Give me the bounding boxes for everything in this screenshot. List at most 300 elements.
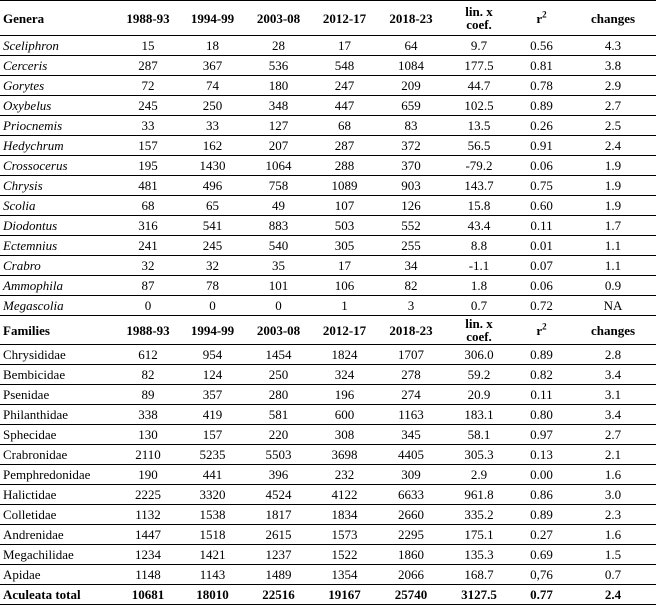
table-row — [0, 216, 656, 236]
total-row — [0, 585, 656, 605]
period-value-cell: 954 — [180, 345, 245, 365]
period-value-cell: 1834 — [312, 505, 377, 525]
r2-header-sup: 2 — [542, 321, 547, 332]
lin-coef-cell: -1.1 — [445, 256, 513, 276]
r2-header — [513, 316, 570, 345]
period-value-cell: 74 — [180, 76, 245, 96]
period-value-cell: 127 — [245, 116, 312, 136]
period-value-cell: 1518 — [180, 525, 245, 545]
genera-header-row — [0, 1, 656, 36]
period-value-cell: 316 — [116, 216, 180, 236]
family-name-cell: Apidae — [0, 565, 116, 585]
period-value-cell: 255 — [377, 236, 445, 256]
period-value-cell: 348 — [245, 96, 312, 116]
period-value-cell: 280 — [245, 385, 312, 405]
period-value-cell: 6633 — [377, 485, 445, 505]
total-body — [0, 585, 656, 605]
lin-coef-cell: 59.2 — [445, 365, 513, 385]
lin-coef-cell: 0.7 — [445, 296, 513, 316]
period-value-cell: 15 — [116, 36, 180, 56]
family-name-cell: Colletidae — [0, 505, 116, 525]
r2-header-sup: 2 — [542, 9, 547, 20]
lin-coef-cell: -79.2 — [445, 156, 513, 176]
period-value-cell: 209 — [377, 76, 445, 96]
lin-coef-cell: 20.9 — [445, 385, 513, 405]
r2-cell: 0.11 — [513, 216, 570, 236]
lin-coef-cell: 305.3 — [445, 445, 513, 465]
family-name-cell: Megachilidae — [0, 545, 116, 565]
table-row — [0, 36, 656, 56]
period-value-cell: 1860 — [377, 545, 445, 565]
period-value-cell: 82 — [377, 276, 445, 296]
period-header: 2018-23 — [377, 316, 445, 345]
period-value-cell: 1573 — [312, 525, 377, 545]
period-value-cell: 68 — [312, 116, 377, 136]
period-value-cell: 89 — [116, 385, 180, 405]
r2-cell: 0,76 — [513, 565, 570, 585]
table-row — [0, 116, 656, 136]
table-row — [0, 136, 656, 156]
family-name-cell: Andrenidae — [0, 525, 116, 545]
table-row — [0, 565, 656, 585]
changes-cell: 2.9 — [570, 76, 656, 96]
lin-coef-cell: 15.8 — [445, 196, 513, 216]
period-value-cell: 17 — [312, 256, 377, 276]
period-value-cell: 195 — [116, 156, 180, 176]
period-value-cell: 78 — [180, 276, 245, 296]
period-value-cell: 1707 — [377, 345, 445, 365]
lin-coef-cell: 44.7 — [445, 76, 513, 96]
r2-cell: 0.89 — [513, 505, 570, 525]
changes-cell: 1.7 — [570, 216, 656, 236]
family-name-cell: Bembicidae — [0, 365, 116, 385]
family-name-cell: Psenidae — [0, 385, 116, 405]
period-value-cell: 3698 — [312, 445, 377, 465]
lin-coef-cell: 9.7 — [445, 36, 513, 56]
r2-cell: 0.69 — [513, 545, 570, 565]
changes-cell: 4.3 — [570, 36, 656, 56]
period-value-cell: 2615 — [245, 525, 312, 545]
period-value-cell: 82 — [116, 365, 180, 385]
table-row — [0, 76, 656, 96]
family-name-cell: Halictidae — [0, 485, 116, 505]
period-value-cell: 758 — [245, 176, 312, 196]
period-value-cell: 278 — [377, 365, 445, 385]
r2-cell: 0.82 — [513, 365, 570, 385]
period-value-cell: 232 — [312, 465, 377, 485]
r2-cell: 0.27 — [513, 525, 570, 545]
taxon-name-cell: Crossocerus — [0, 156, 116, 176]
total-lin-coef: 3127.5 — [445, 585, 513, 605]
period-value-cell: 309 — [377, 465, 445, 485]
table-row — [0, 345, 656, 365]
r2-cell: 0.26 — [513, 116, 570, 136]
changes-cell: 2.1 — [570, 445, 656, 465]
total-value: 18010 — [180, 585, 245, 605]
r2-cell: 0.07 — [513, 256, 570, 276]
table-row — [0, 405, 656, 425]
period-value-cell: 107 — [312, 196, 377, 216]
changes-header: changes — [570, 316, 656, 345]
period-value-cell: 0 — [245, 296, 312, 316]
period-value-cell: 1 — [312, 296, 377, 316]
lin-coef-cell: 58.1 — [445, 425, 513, 445]
lin-coef-cell: 306.0 — [445, 345, 513, 365]
changes-cell: 2.7 — [570, 96, 656, 116]
families-body — [0, 345, 656, 585]
period-value-cell: 33 — [180, 116, 245, 136]
period-value-cell: 4405 — [377, 445, 445, 465]
period-value-cell: 101 — [245, 276, 312, 296]
period-value-cell: 1064 — [245, 156, 312, 176]
r2-cell: 0.00 — [513, 465, 570, 485]
period-value-cell: 130 — [116, 425, 180, 445]
families-header-label: Families — [0, 316, 116, 345]
period-header: 1988-93 — [116, 1, 180, 36]
period-value-cell: 87 — [116, 276, 180, 296]
period-value-cell: 1430 — [180, 156, 245, 176]
period-value-cell: 288 — [312, 156, 377, 176]
family-name-cell: Philanthidae — [0, 405, 116, 425]
period-value-cell: 68 — [116, 196, 180, 216]
table-row — [0, 176, 656, 196]
table-row — [0, 505, 656, 525]
period-value-cell: 1084 — [377, 56, 445, 76]
lin-coef-cell: 961.8 — [445, 485, 513, 505]
period-value-cell: 245 — [180, 236, 245, 256]
period-value-cell: 49 — [245, 196, 312, 216]
lin-coef-cell: 183.1 — [445, 405, 513, 425]
period-value-cell: 4524 — [245, 485, 312, 505]
changes-cell: 1.1 — [570, 236, 656, 256]
period-value-cell: 1489 — [245, 565, 312, 585]
r2-cell: 0.80 — [513, 405, 570, 425]
table-row — [0, 425, 656, 445]
period-value-cell: 1538 — [180, 505, 245, 525]
table-row — [0, 296, 656, 316]
total-value: 25740 — [377, 585, 445, 605]
total-r2: 0.77 — [513, 585, 570, 605]
period-value-cell: 241 — [116, 236, 180, 256]
r2-cell: 0.11 — [513, 385, 570, 405]
taxon-name-cell: Ammophila — [0, 276, 116, 296]
lin-coef-cell: 168.7 — [445, 565, 513, 585]
period-value-cell: 367 — [180, 56, 245, 76]
period-value-cell: 34 — [377, 256, 445, 276]
changes-cell: 1.5 — [570, 545, 656, 565]
period-value-cell: 1237 — [245, 545, 312, 565]
lin-coef-header — [445, 316, 513, 345]
r2-cell: 0.72 — [513, 296, 570, 316]
period-value-cell: 441 — [180, 465, 245, 485]
period-value-cell: 32 — [116, 256, 180, 276]
total-value: 22516 — [245, 585, 312, 605]
family-name-cell: Sphecidae — [0, 425, 116, 445]
period-value-cell: 274 — [377, 385, 445, 405]
period-value-cell: 180 — [245, 76, 312, 96]
period-value-cell: 17 — [312, 36, 377, 56]
period-value-cell: 541 — [180, 216, 245, 236]
r2-header — [513, 1, 570, 36]
period-value-cell: 600 — [312, 405, 377, 425]
period-header: 1994-99 — [180, 316, 245, 345]
period-value-cell: 1089 — [312, 176, 377, 196]
period-value-cell: 28 — [245, 36, 312, 56]
changes-cell: 1.9 — [570, 196, 656, 216]
changes-cell: 1.9 — [570, 156, 656, 176]
period-value-cell: 1143 — [180, 565, 245, 585]
lin-coef-cell: 102.5 — [445, 96, 513, 116]
lin-coef-header — [445, 1, 513, 36]
table-row — [0, 56, 656, 76]
taxon-name-cell: Crabro — [0, 256, 116, 276]
table-row — [0, 465, 656, 485]
taxon-name-cell: Scolia — [0, 196, 116, 216]
taxon-name-cell: Cerceris — [0, 56, 116, 76]
period-value-cell: 72 — [116, 76, 180, 96]
period-value-cell: 1824 — [312, 345, 377, 365]
table-row — [0, 525, 656, 545]
period-value-cell: 2295 — [377, 525, 445, 545]
period-value-cell: 1132 — [116, 505, 180, 525]
total-changes: 2.4 — [570, 585, 656, 605]
period-value-cell: 250 — [245, 365, 312, 385]
changes-cell: 3.0 — [570, 485, 656, 505]
period-value-cell: 35 — [245, 256, 312, 276]
r2-header-letter: r — [536, 10, 543, 26]
period-value-cell: 357 — [180, 385, 245, 405]
period-value-cell: 552 — [377, 216, 445, 236]
period-value-cell: 338 — [116, 405, 180, 425]
period-value-cell: 157 — [180, 425, 245, 445]
taxon-name-cell: Ectemnius — [0, 236, 116, 256]
period-value-cell: 2225 — [116, 485, 180, 505]
period-value-cell: 5503 — [245, 445, 312, 465]
genera-body — [0, 36, 656, 316]
changes-cell: 0.7 — [570, 565, 656, 585]
lin-coef-cell: 135.3 — [445, 545, 513, 565]
taxon-name-cell: Sceliphron — [0, 36, 116, 56]
period-value-cell: 1354 — [312, 565, 377, 585]
table-row — [0, 196, 656, 216]
period-value-cell: 250 — [180, 96, 245, 116]
period-value-cell: 245 — [116, 96, 180, 116]
family-name-cell: Pemphredonidae — [0, 465, 116, 485]
changes-cell: 2.8 — [570, 345, 656, 365]
family-name-cell: Chrysididae — [0, 345, 116, 365]
period-value-cell: 162 — [180, 136, 245, 156]
lin-coef-cell: 43.4 — [445, 216, 513, 236]
total-value: 19167 — [312, 585, 377, 605]
lin-header-line1: lin. x — [465, 4, 493, 19]
changes-cell: 0.9 — [570, 276, 656, 296]
lin-coef-cell: 143.7 — [445, 176, 513, 196]
changes-cell: 3.4 — [570, 365, 656, 385]
period-value-cell: 2660 — [377, 505, 445, 525]
lin-header-line1: lin. x — [465, 316, 493, 331]
period-value-cell: 1522 — [312, 545, 377, 565]
table-row — [0, 276, 656, 296]
period-value-cell: 548 — [312, 56, 377, 76]
period-value-cell: 207 — [245, 136, 312, 156]
table-row — [0, 365, 656, 385]
changes-cell: 3.1 — [570, 385, 656, 405]
r2-cell: 0.01 — [513, 236, 570, 256]
lin-coef-cell: 1.8 — [445, 276, 513, 296]
changes-cell: NA — [570, 296, 656, 316]
taxon-name-cell: Chrysis — [0, 176, 116, 196]
period-value-cell: 0 — [180, 296, 245, 316]
lin-coef-cell: 335.2 — [445, 505, 513, 525]
r2-header-letter: r — [536, 322, 543, 338]
period-value-cell: 2066 — [377, 565, 445, 585]
period-value-cell: 287 — [312, 136, 377, 156]
lin-header-line2: coef. — [466, 329, 492, 344]
period-value-cell: 903 — [377, 176, 445, 196]
r2-cell: 0.91 — [513, 136, 570, 156]
period-value-cell: 447 — [312, 96, 377, 116]
genera-header-label: Genera — [0, 1, 116, 36]
r2-cell: 0.56 — [513, 36, 570, 56]
period-value-cell: 324 — [312, 365, 377, 385]
changes-cell: 1.1 — [570, 256, 656, 276]
lin-coef-cell: 56.5 — [445, 136, 513, 156]
r2-cell: 0.06 — [513, 156, 570, 176]
taxon-name-cell: Hedychrum — [0, 136, 116, 156]
r2-cell: 0.78 — [513, 76, 570, 96]
period-value-cell: 18 — [180, 36, 245, 56]
period-value-cell: 503 — [312, 216, 377, 236]
changes-cell: 2.7 — [570, 425, 656, 445]
families-header-body — [0, 316, 656, 345]
period-value-cell: 3 — [377, 296, 445, 316]
period-header: 2012-17 — [312, 316, 377, 345]
lin-coef-cell: 13.5 — [445, 116, 513, 136]
period-header: 2012-17 — [312, 1, 377, 36]
r2-cell: 0.86 — [513, 485, 570, 505]
table-row — [0, 256, 656, 276]
table-row — [0, 385, 656, 405]
changes-cell: 1.6 — [570, 465, 656, 485]
lin-coef-cell: 177.5 — [445, 56, 513, 76]
taxon-name-cell: Diodontus — [0, 216, 116, 236]
period-value-cell: 2110 — [116, 445, 180, 465]
changes-cell: 2.4 — [570, 136, 656, 156]
period-value-cell: 536 — [245, 56, 312, 76]
period-value-cell: 396 — [245, 465, 312, 485]
changes-cell: 2.3 — [570, 505, 656, 525]
period-value-cell: 157 — [116, 136, 180, 156]
r2-cell: 0.97 — [513, 425, 570, 445]
table-row — [0, 545, 656, 565]
period-value-cell: 106 — [312, 276, 377, 296]
period-value-cell: 126 — [377, 196, 445, 216]
taxon-name-cell: Megascolia — [0, 296, 116, 316]
period-value-cell: 540 — [245, 236, 312, 256]
period-value-cell: 196 — [312, 385, 377, 405]
r2-cell: 0.06 — [513, 276, 570, 296]
table-row — [0, 445, 656, 465]
r2-cell: 0.75 — [513, 176, 570, 196]
period-value-cell: 372 — [377, 136, 445, 156]
period-value-cell: 83 — [377, 116, 445, 136]
period-header: 2018-23 — [377, 1, 445, 36]
lin-coef-cell: 8.8 — [445, 236, 513, 256]
period-value-cell: 5235 — [180, 445, 245, 465]
families-header-row — [0, 316, 656, 345]
taxon-name-cell: Oxybelus — [0, 96, 116, 116]
changes-cell: 1.6 — [570, 525, 656, 545]
period-value-cell: 64 — [377, 36, 445, 56]
period-value-cell: 3320 — [180, 485, 245, 505]
period-value-cell: 33 — [116, 116, 180, 136]
r2-cell: 0.81 — [513, 56, 570, 76]
changes-cell: 2.5 — [570, 116, 656, 136]
period-value-cell: 1234 — [116, 545, 180, 565]
period-header: 1988-93 — [116, 316, 180, 345]
lin-coef-cell: 2.9 — [445, 465, 513, 485]
period-value-cell: 481 — [116, 176, 180, 196]
total-value: 10681 — [116, 585, 180, 605]
period-value-cell: 659 — [377, 96, 445, 116]
r2-cell: 0.89 — [513, 345, 570, 365]
r2-cell: 0.60 — [513, 196, 570, 216]
period-value-cell: 247 — [312, 76, 377, 96]
r2-cell: 0.89 — [513, 96, 570, 116]
period-value-cell: 1163 — [377, 405, 445, 425]
table-row — [0, 236, 656, 256]
changes-cell: 3.8 — [570, 56, 656, 76]
family-name-cell: Crabronidae — [0, 445, 116, 465]
period-value-cell: 1148 — [116, 565, 180, 585]
period-value-cell: 496 — [180, 176, 245, 196]
period-value-cell: 1817 — [245, 505, 312, 525]
r2-cell: 0.13 — [513, 445, 570, 465]
taxon-name-cell: Gorytes — [0, 76, 116, 96]
period-value-cell: 883 — [245, 216, 312, 236]
period-value-cell: 305 — [312, 236, 377, 256]
period-value-cell: 190 — [116, 465, 180, 485]
changes-cell: 1.9 — [570, 176, 656, 196]
period-value-cell: 1454 — [245, 345, 312, 365]
period-header: 1994-99 — [180, 1, 245, 36]
period-value-cell: 419 — [180, 405, 245, 425]
period-header: 2003-08 — [245, 316, 312, 345]
period-value-cell: 370 — [377, 156, 445, 176]
changes-header: changes — [570, 1, 656, 36]
period-value-cell: 581 — [245, 405, 312, 425]
period-value-cell: 308 — [312, 425, 377, 445]
lin-header-line2: coef. — [466, 17, 492, 32]
period-value-cell: 0 — [116, 296, 180, 316]
period-value-cell: 1421 — [180, 545, 245, 565]
period-header: 2003-08 — [245, 1, 312, 36]
period-value-cell: 4122 — [312, 485, 377, 505]
changes-cell: 3.4 — [570, 405, 656, 425]
period-value-cell: 345 — [377, 425, 445, 445]
period-value-cell: 287 — [116, 56, 180, 76]
lin-coef-cell: 175.1 — [445, 525, 513, 545]
period-value-cell: 32 — [180, 256, 245, 276]
period-value-cell: 612 — [116, 345, 180, 365]
table-row — [0, 96, 656, 116]
period-value-cell: 124 — [180, 365, 245, 385]
taxon-name-cell: Priocnemis — [0, 116, 116, 136]
period-value-cell: 1447 — [116, 525, 180, 545]
period-value-cell: 220 — [245, 425, 312, 445]
total-label: Aculeata total — [0, 585, 116, 605]
period-value-cell: 65 — [180, 196, 245, 216]
